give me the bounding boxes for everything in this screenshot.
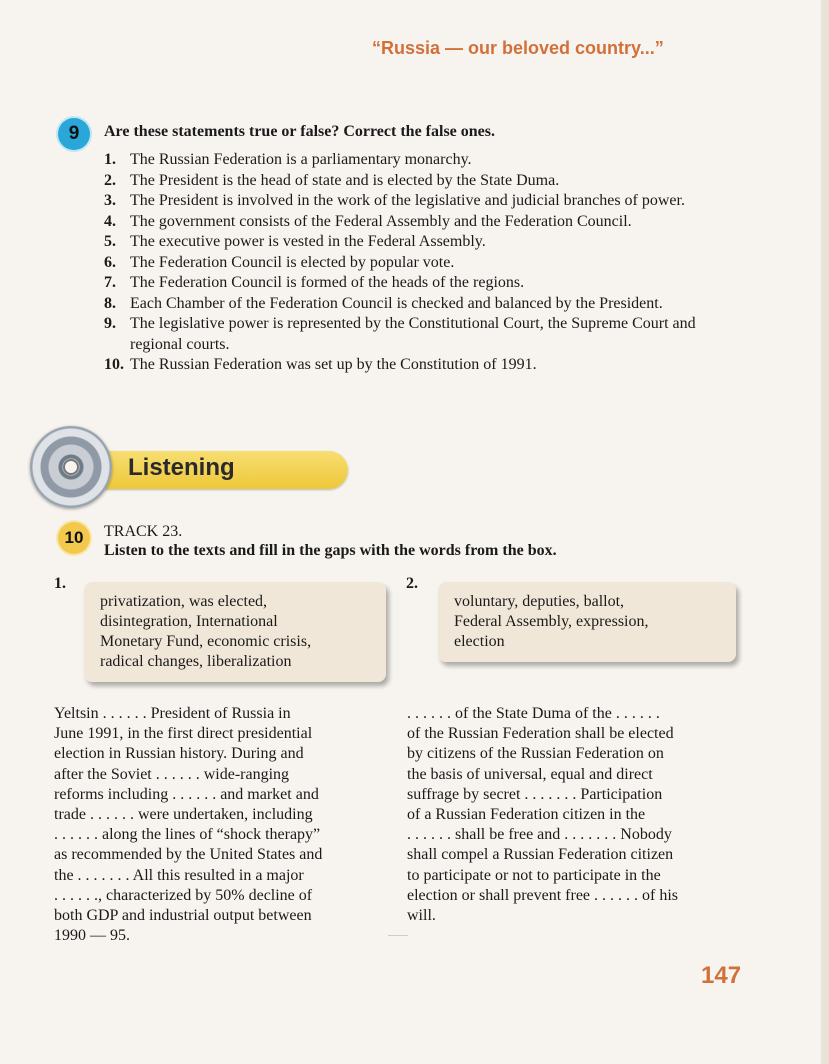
text-1 (54, 704, 394, 946)
statement-item: 9. The legislative power is represented by the Constitutional Court, the Supreme Court and regional courts. (104, 315, 696, 353)
word-box-line: disintegration, International (100, 613, 278, 630)
text-line: . . . . . . along the lines of “shock therapy” (54, 826, 321, 844)
divider (388, 935, 408, 936)
box-2-label: 2. (406, 575, 418, 592)
text-line: as recommended by the United States and (54, 846, 323, 864)
word-box-2 (438, 582, 736, 662)
exercise-9-badge: 9 (58, 118, 90, 150)
text-line: 1990 — 95. (54, 927, 130, 945)
text-line: the basis of universal, equal and direct (407, 765, 653, 783)
running-title: “Russia — our beloved country...” (372, 38, 664, 58)
statement-item: 4. The government consists of the Federal Assembly and the Federation Council. (104, 212, 632, 230)
text-line: election in Russian history. During and (54, 745, 304, 763)
word-box-line: Federal Assembly, expression, (454, 613, 649, 630)
text-line: Yeltsin . . . . . . President of Russia in (54, 705, 291, 722)
exercise-10-instruction: Listen to the texts and fill in the gaps with the words from the box. (104, 542, 557, 559)
exercise-10-badge: 10 (58, 522, 90, 554)
text-line: trade . . . . . . were undertaken, including (54, 806, 313, 824)
word-box-line: voluntary, deputies, ballot, (454, 593, 625, 610)
statement-list (104, 150, 724, 376)
page-edge (821, 0, 829, 1064)
section-title: Listening (128, 454, 235, 481)
statement-item: 10. The Russian Federation was set up by the Constitution of 1991. (104, 356, 537, 373)
word-box-line: radical changes, liberalization (100, 653, 292, 670)
statement-item: 8. Each Chamber of the Federation Council is checked and balanced by the President. (104, 294, 663, 312)
word-box-line: privatization, was elected, (100, 593, 268, 610)
text-line: suffrage by secret . . . . . . . Participation (407, 785, 663, 803)
exercise-9-title: Are these statements true or false? Correct the false ones. (104, 123, 495, 140)
word-box-1 (84, 582, 386, 682)
statement-item: 2. The President is the head of state and is elected by the State Duma. (104, 171, 560, 189)
text-line: after the Soviet . . . . . . wide-ranging (54, 765, 290, 783)
text-line: . . . . . . shall be free and . . . . . . . Nobody (407, 826, 672, 844)
text-line: of the Russian Federation shall be elected (407, 725, 674, 743)
text-line: . . . . . ., characterized by 50% decline of (54, 886, 313, 904)
page-number: 147 (701, 962, 742, 989)
text-line: of a Russian Federation citizen in the (407, 806, 646, 824)
statement-item: 5. The executive power is vested in the Federal Assembly. (104, 233, 486, 250)
word-box-line: Monetary Fund, economic crisis, (100, 633, 312, 650)
text-line: will. (407, 907, 436, 925)
statement-item: 1. The Russian Federation is a parliamentary monarchy. (104, 151, 472, 168)
text-line: the . . . . . . . All this resulted in a major (54, 866, 304, 884)
text-line: reforms including . . . . . . and market and (54, 785, 319, 803)
text-line: June 1991, in the first direct presidential (54, 725, 313, 743)
box-1-label: 1. (54, 575, 66, 592)
text-line: both GDP and industrial output between (54, 907, 312, 925)
text-line: election or shall prevent free . . . . . . of his (407, 886, 679, 904)
text-line: . . . . . . of the State Duma of the . . . . . . (407, 705, 660, 722)
text-2 (407, 704, 737, 926)
track-label: TRACK 23. (104, 523, 183, 540)
text-line: to participate or not to participate in the (407, 866, 661, 884)
cd-disc-icon (30, 426, 112, 508)
cd-hole (63, 459, 79, 475)
text-line: shall compel a Russian Federation citizen (407, 846, 674, 864)
statement-item: 6. The Federation Council is elected by popular vote. (104, 253, 455, 271)
word-box-line: election (454, 633, 505, 650)
statement-item: 3. The President is involved in the work of the legislative and judicial branches of power. (104, 192, 685, 209)
statement-item: 7. The Federation Council is formed of the heads of the regions. (104, 274, 525, 291)
text-line: by citizens of the Russian Federation on (407, 745, 664, 763)
